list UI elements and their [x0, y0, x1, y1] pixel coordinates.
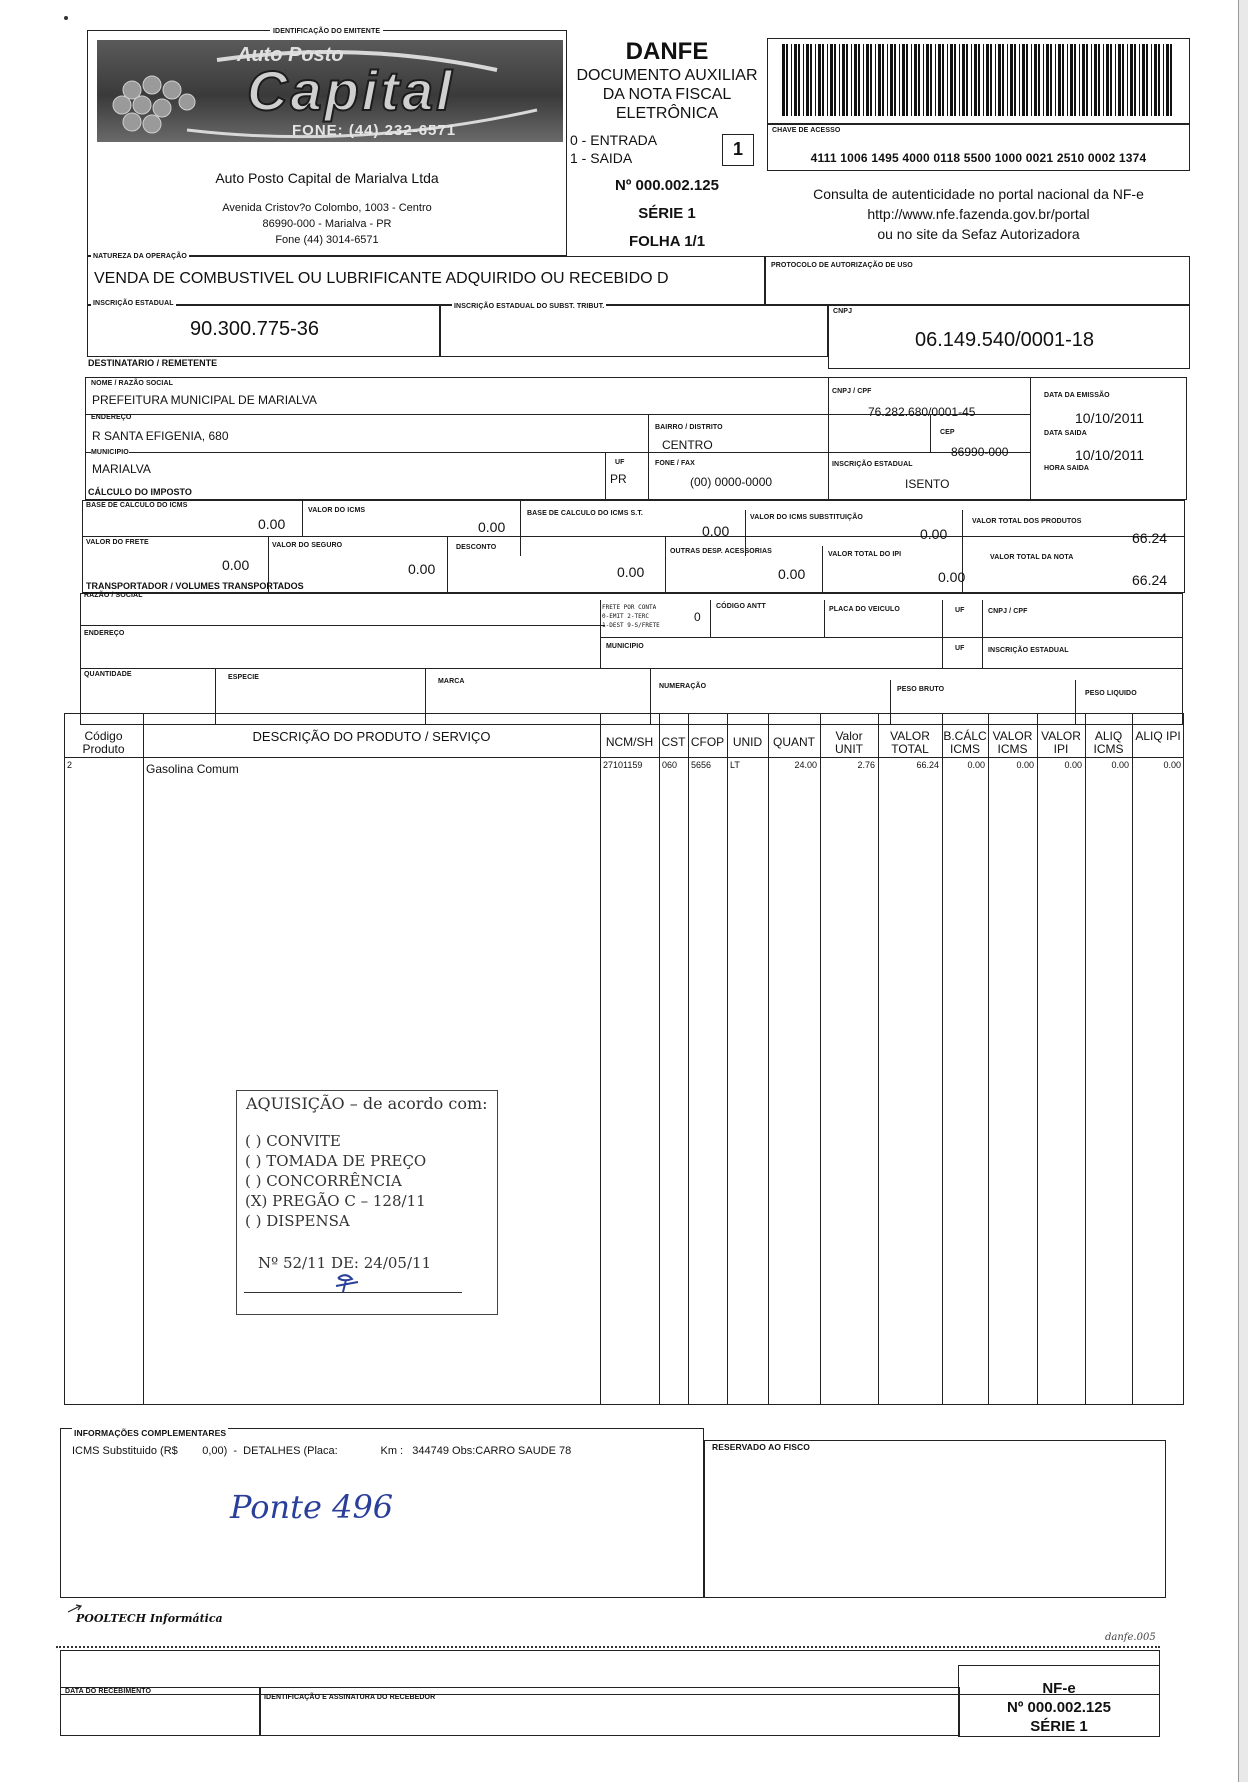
produtos-header-cell: NCM/SH	[605, 735, 654, 749]
v-nota-value: 66.24	[1132, 572, 1168, 588]
barcode-bar	[1151, 44, 1152, 116]
canhoto-nfe: NF-e	[1042, 1680, 1076, 1697]
dest-hora-label: HORA SAIDA	[1044, 465, 1090, 472]
barcode-bar	[954, 44, 956, 116]
ie-st-box	[440, 305, 828, 357]
cnpj-value: 06.149.540/0001-18	[915, 329, 1095, 351]
barcode-bar	[830, 44, 833, 116]
imposto-col-6	[447, 536, 448, 593]
produto-cell-vicms: 0.00	[1016, 760, 1034, 770]
produto-cell-vunit: 2.76	[857, 760, 875, 770]
barcode-bar	[1091, 44, 1092, 116]
transp-cnpj-label: CNPJ / CPF	[988, 608, 1028, 615]
barcode-bar	[791, 44, 792, 116]
transp-endereco-label: ENDEREÇO	[84, 630, 125, 637]
produto-cell-cfop: 5656	[691, 760, 712, 770]
page-right-edge	[1238, 0, 1248, 1782]
barcode-bar	[1019, 44, 1020, 116]
barcode-bar	[846, 44, 848, 116]
barcode-bar	[1094, 44, 1097, 116]
barcode-bar	[870, 44, 872, 116]
produtos-header-cell: DESCRIÇÃO DO PRODUTO / SERVIÇO	[252, 729, 491, 744]
fisco-label: RESERVADO AO FISCO	[712, 1442, 810, 1452]
danfe-ref: danfe.005	[1105, 1632, 1156, 1643]
barcode-bar	[798, 44, 800, 116]
barcode-bar	[1034, 44, 1037, 116]
dest-col-divider-date	[1030, 377, 1031, 500]
barcode-bar	[1098, 44, 1100, 116]
emitente-name: Auto Posto Capital de Marialva Ltda	[215, 170, 439, 186]
barcode-bar	[863, 44, 864, 116]
transp-row-2	[80, 668, 1183, 669]
cnpj-label: CNPJ	[833, 308, 853, 315]
emitente-address: Avenida Cristov?o Colombo, 1003 - Centro	[222, 202, 432, 214]
barcode-bar	[930, 44, 932, 116]
imposto-col-7	[665, 536, 666, 593]
transp-frete-l2: 0-EMIT 2-TERC	[602, 613, 649, 620]
ie-value: 90.300.775-36	[190, 318, 320, 340]
imposto-row-divider	[82, 536, 1185, 537]
desconto-label: DESCONTO	[456, 544, 497, 551]
produtos-header-cell: CFOP	[690, 735, 725, 749]
barcode-bar	[995, 44, 996, 116]
barcode-bar	[978, 44, 980, 116]
dest-municipio: MARIALVA	[92, 462, 151, 476]
barcode-bar	[1043, 44, 1044, 116]
produto-cell-descricao: Gasolina Comum	[146, 762, 239, 776]
v-icms-label: VALOR DO ICMS	[308, 507, 366, 514]
frete-label: VALOR DO FRETE	[86, 539, 149, 546]
natureza-label: NATUREZA DA OPERAÇÃO	[93, 253, 187, 260]
produtos-col-divider	[878, 713, 879, 1405]
danfe-subtitle-1: DOCUMENTO AUXILIAR	[576, 67, 758, 84]
stamp-option-pregao: (X) PREGÃO C – 128/11	[245, 1192, 426, 1210]
dest-cep-label: CEP	[940, 429, 955, 436]
transp-col-uf	[942, 600, 943, 668]
produtos-header-cell: QUANT	[773, 735, 815, 749]
emitente-section-label: IDENTIFICAÇÃO DO EMITENTE	[270, 28, 383, 36]
transp-peso-liquido-label: PESO LIQUIDO	[1085, 690, 1137, 697]
produtos-col-divider	[600, 713, 601, 1405]
barcode-bar	[1038, 44, 1040, 116]
produtos-col-divider	[688, 713, 689, 1405]
frete-value: 0.00	[222, 557, 250, 573]
transp-uf2-label: UF	[955, 645, 965, 652]
barcode-bar	[887, 44, 888, 116]
barcode-bar	[1002, 44, 1004, 116]
produto-cell-codigo: 2	[67, 760, 73, 770]
transp-especie-label: ESPECIE	[228, 674, 260, 681]
imposto-col-1	[302, 500, 303, 536]
dest-data-saida-label: DATA SAIDA	[1044, 430, 1087, 437]
chave-value: 4111 1006 1495 4000 0118 5500 1000 0021 2510 0002 1374	[810, 151, 1147, 165]
barcode-bar	[1062, 44, 1064, 116]
barcode-bar	[1142, 44, 1145, 116]
page-top-mark	[64, 16, 68, 20]
transp-col-cnpj	[982, 600, 983, 668]
produtos-col-divider	[768, 713, 769, 1405]
cut-line	[56, 1646, 1160, 1648]
barcode-bar	[983, 44, 984, 116]
dest-endereco: R SANTA EFIGENIA, 680	[92, 429, 229, 443]
barcode-bar	[854, 44, 857, 116]
barcode-bar	[786, 44, 788, 116]
logo-phone: FONE: (44) 232-6571	[292, 122, 457, 139]
barcode-bar	[1031, 44, 1032, 116]
produto-cell-aicms: 0.00	[1111, 760, 1129, 770]
barcode-bar	[866, 44, 869, 116]
barcode-bar	[962, 44, 965, 116]
dest-cnpj: 76.282.680/0001-45	[868, 405, 976, 419]
dest-data-saida: 10/10/2011	[1075, 447, 1145, 463]
barcode-bar	[822, 44, 824, 116]
bc-st-value: 0.00	[702, 523, 730, 539]
dest-ie: ISENTO	[905, 477, 950, 491]
barcode-bar	[1082, 44, 1085, 116]
stamp-option-convite: ( ) CONVITE	[245, 1132, 341, 1150]
barcode	[782, 44, 1177, 116]
dest-data-emissao: 10/10/2011	[1075, 410, 1145, 426]
software-arrow-icon	[66, 1602, 86, 1616]
ie-label: INSCRIÇÃO ESTADUAL	[93, 300, 174, 307]
transp-col-placa	[824, 600, 825, 637]
barcode-bar	[818, 44, 821, 116]
stamp-option-tomada: ( ) TOMADA DE PREÇO	[245, 1152, 427, 1170]
produtos-header-cell: ALIQ IPI	[1135, 729, 1181, 743]
produtos-col-divider	[820, 713, 821, 1405]
v-prod-label: VALOR TOTAL DOS PRODUTOS	[972, 518, 1082, 525]
canhoto-numero: Nº 000.002.125	[1007, 1699, 1111, 1716]
transp-frete-l3: 1-DEST 9-S/FRETE	[602, 622, 660, 629]
barcode-bar	[1170, 44, 1172, 116]
transp-placa-label: PLACA DO VEICULO	[829, 606, 900, 613]
barcode-bar	[950, 44, 953, 116]
produtos-header-cell: VALOR TOTAL	[890, 729, 930, 756]
barcode-bar	[815, 44, 816, 116]
produto-cell-ncm: 27101159	[603, 760, 643, 770]
barcode-bar	[1122, 44, 1124, 116]
handwritten-note: Ponte 496	[230, 1488, 394, 1526]
barcode-bar	[1134, 44, 1136, 116]
barcode-bar	[1010, 44, 1013, 116]
barcode-bar	[1050, 44, 1052, 116]
danfe-title: DANFE	[625, 38, 709, 65]
v-nota-label: VALOR TOTAL DA NOTA	[990, 554, 1074, 561]
barcode-bar	[794, 44, 797, 116]
barcode-bar	[906, 44, 908, 116]
barcode-bar	[942, 44, 944, 116]
seguro-label: VALOR DO SEGURO	[272, 542, 343, 549]
dest-data-emissao-label: DATA DA EMISSÃO	[1044, 392, 1110, 399]
barcode-bar	[926, 44, 929, 116]
natureza-value: VENDA DE COMBUSTIVEL OU LUBRIFICANTE ADQUIRIDO OU RECEBIDO D	[94, 270, 669, 287]
dest-col-divider-cnpj	[828, 377, 829, 500]
produto-cell-vipi: 0.00	[1064, 760, 1082, 770]
dest-row-divider-2	[85, 452, 1030, 453]
transp-qtd-label: QUANTIDADE	[84, 671, 132, 678]
danfe-numero: Nº 000.002.125	[615, 177, 719, 194]
imposto-col-8	[822, 546, 823, 593]
produtos-header-cell: UNID	[732, 735, 763, 749]
ie-st-label: INSCRIÇÃO ESTADUAL DO SUBST. TRIBUT.	[454, 303, 605, 310]
produtos-header-cell: Código Produto	[82, 729, 125, 756]
danfe-folha: FOLHA 1/1	[628, 233, 706, 250]
dest-fone-label: FONE / FAX	[655, 460, 695, 467]
barcode-bar	[899, 44, 900, 116]
barcode-bar	[990, 44, 992, 116]
logo-word: Capital	[247, 59, 455, 122]
barcode-bar	[1026, 44, 1028, 116]
barcode-bar	[806, 44, 809, 116]
barcode-bar	[1115, 44, 1116, 116]
barcode-bar	[858, 44, 860, 116]
danfe-subtitle-2: DA NOTA FISCAL	[602, 86, 732, 103]
transp-col-antt	[710, 600, 711, 637]
produtos-header-cell: CST	[661, 735, 686, 749]
dest-bairro: CENTRO	[662, 438, 713, 452]
barcode-bar	[875, 44, 876, 116]
dest-nome-label: NOME / RAZÃO SOCIAL	[91, 380, 174, 387]
barcode-bar	[1139, 44, 1140, 116]
ipi-label: VALOR TOTAL DO IPI	[828, 551, 902, 558]
produtos-col-divider	[942, 713, 943, 1405]
produtos-header-cell: Valor UNIT	[835, 729, 863, 756]
barcode-bar	[1074, 44, 1076, 116]
stamp-option-dispensa: ( ) DISPENSA	[245, 1212, 350, 1230]
barcode-bar	[998, 44, 1001, 116]
dest-municipio-label: MUNICIPIO	[91, 449, 129, 456]
barcode-bar	[1007, 44, 1008, 116]
v-st-value: 0.00	[920, 526, 948, 542]
destinatario-section: DESTINATARIO / REMETENTE	[88, 358, 218, 368]
barcode-bar	[1070, 44, 1073, 116]
recebimento-label: DATA DO RECEBIMENTO	[65, 1688, 152, 1695]
stamp-numero: Nº 52/11 DE: 24/05/11	[258, 1254, 432, 1272]
ipi-value: 0.00	[938, 569, 966, 585]
transp-antt-label: CÓDIGO ANTT	[716, 603, 766, 610]
produtos-header-cell: B.CÁLC ICMS	[943, 729, 987, 756]
barcode-bar	[1022, 44, 1025, 116]
produto-cell-vtotal: 66.24	[916, 760, 939, 770]
transp-marca-label: MARCA	[438, 678, 465, 685]
transportador-section: TRANSPORTADOR / VOLUMES TRANSPORTADOS	[86, 581, 304, 591]
dest-uf: PR	[610, 472, 627, 486]
barcode-bar	[947, 44, 948, 116]
barcode-bar	[974, 44, 977, 116]
imposto-section: CÁLCULO DO IMPOSTO	[88, 487, 192, 497]
danfe-subtitle-3: ELETRÔNICA	[615, 105, 719, 122]
produto-cell-quant: 24.00	[794, 760, 817, 770]
dest-fone: (00) 0000-0000	[690, 475, 773, 489]
complementares-label: INFORMAÇÕES COMPLEMENTARES	[74, 1428, 227, 1438]
chave-label: CHAVE DE ACESSO	[772, 127, 841, 134]
transp-frete-value: 0	[694, 610, 701, 624]
barcode-bar	[902, 44, 905, 116]
transp-municipio-label: MUNICIPIO	[606, 643, 644, 650]
barcode-bar	[1146, 44, 1148, 116]
transp-row-3	[600, 637, 1183, 638]
barcode-bar	[842, 44, 845, 116]
dest-col-divider-uf	[605, 452, 606, 500]
produtos-col-divider	[1132, 713, 1133, 1405]
produtos-col-divider	[727, 713, 728, 1405]
transp-ie-label: INSCRIÇÃO ESTADUAL	[988, 647, 1069, 654]
canhoto-serie: SÉRIE 1	[1030, 1718, 1088, 1735]
barcode-bar	[810, 44, 812, 116]
barcode-bar	[1103, 44, 1104, 116]
barcode-bar	[1014, 44, 1016, 116]
danfe-serie: SÉRIE 1	[638, 205, 696, 222]
produto-cell-aipi: 0.00	[1163, 760, 1181, 770]
transp-uf-label: UF	[955, 607, 965, 614]
transp-row-1	[80, 625, 605, 626]
company-logo	[97, 40, 563, 142]
produto-cell-bc: 0.00	[967, 760, 985, 770]
logo-top-text: Auto Posto	[237, 44, 344, 66]
produtos-table	[64, 713, 1184, 1405]
complementares-line: ICMS Substituido (R$ 0,00) - DETALHES (Placa: Km : 344749 Obs:CARRO SAUDE 78	[72, 1445, 572, 1457]
produtos-col-divider	[143, 713, 144, 1405]
v-st-label: VALOR DO ICMS SUBSTITUIÇÃO	[750, 514, 863, 521]
produtos-header-divider	[64, 757, 1184, 758]
imposto-col-2	[520, 500, 521, 556]
outras-label: OUTRAS DESP. ACESSORIAS	[670, 548, 772, 555]
produto-cell-unid: LT	[730, 760, 740, 770]
barcode-bar	[882, 44, 884, 116]
barcode-bar	[803, 44, 804, 116]
transp-razao-label: RAZÃO / SOCIAL	[84, 592, 143, 599]
produtos-header-cell: ALIQ ICMS	[1093, 729, 1124, 756]
barcode-bar	[1110, 44, 1112, 116]
barcode-bar	[1166, 44, 1169, 116]
barcode-bar	[878, 44, 881, 116]
entrada-label: 0 - ENTRADA	[570, 132, 658, 148]
consulta-line-1: Consulta de autenticidade no portal nacional da NF-e	[813, 186, 1144, 202]
barcode-bar	[1067, 44, 1068, 116]
dest-col-divider-bairro	[648, 414, 649, 500]
transp-col-frete	[600, 600, 601, 668]
stamp-title: AQUISIÇÃO – de acordo com:	[246, 1094, 488, 1113]
bc-icms-value: 0.00	[258, 516, 286, 532]
barcode-bar	[966, 44, 968, 116]
produtos-header-cell: VALOR IPI	[1041, 729, 1081, 756]
software-brand: POOLTECH Informática	[76, 1612, 223, 1625]
barcode-bar	[894, 44, 896, 116]
barcode-bar	[890, 44, 893, 116]
barcode-bar	[827, 44, 828, 116]
emitente-cep-city: 86990-000 - Marialva - PR	[262, 218, 392, 230]
barcode-bar	[1046, 44, 1049, 116]
consulta-line-3: ou no site da Sefaz Autorizadora	[877, 226, 1080, 242]
saida-label: 1 - SAIDA	[570, 150, 633, 166]
produtos-header-cell: VALOR ICMS	[992, 729, 1033, 756]
dest-ie-label: INSCRIÇÃO ESTADUAL	[832, 461, 913, 468]
produtos-col-divider	[1037, 713, 1038, 1405]
assinatura-label: IDENTIFICAÇÃO E ASSINATURA DO RECEBEDOR	[264, 1694, 436, 1701]
outras-value: 0.00	[778, 566, 806, 582]
v-icms-value: 0.00	[478, 519, 506, 535]
dest-cep: 86990-000	[951, 445, 1009, 459]
transp-peso-bruto-label: PESO BRUTO	[897, 686, 945, 693]
barcode-bar	[1058, 44, 1061, 116]
barcode-bar	[1079, 44, 1080, 116]
barcode-bar	[935, 44, 936, 116]
emitente-phone: Fone (44) 3014-6571	[275, 234, 379, 246]
dest-bairro-label: BAIRRO / DISTRITO	[655, 424, 723, 431]
barcode-bar	[914, 44, 917, 116]
transp-frete-l1: FRETE POR CONTA	[602, 604, 657, 611]
bc-icms-label: BASE DE CALCULO DO ICMS	[86, 502, 188, 509]
fisco-box	[704, 1440, 1166, 1598]
produtos-col-divider	[1085, 713, 1086, 1405]
dest-endereco-label: ENDEREÇO	[91, 414, 132, 421]
barcode-bar	[1106, 44, 1109, 116]
produtos-col-divider	[659, 713, 660, 1405]
barcode-bar	[1118, 44, 1121, 116]
produto-cell-cst: 060	[662, 760, 678, 770]
protocolo-label: PROTOCOLO DE AUTORIZAÇÃO DE USO	[771, 262, 913, 269]
barcode-bar	[959, 44, 960, 116]
barcode-bar	[1127, 44, 1128, 116]
transp-numeracao-label: NUMERAÇÃO	[659, 683, 707, 690]
barcode-bar	[1158, 44, 1160, 116]
barcode-bar	[782, 44, 785, 116]
barcode-bar	[1055, 44, 1056, 116]
barcode-bar	[923, 44, 924, 116]
stamp-option-concorrencia: ( ) CONCORRÊNCIA	[245, 1172, 402, 1190]
barcode-bar	[834, 44, 836, 116]
dest-nome: PREFEITURA MUNICIPAL DE MARIALVA	[92, 393, 317, 407]
seguro-value: 0.00	[408, 561, 436, 577]
barcode-bar	[1154, 44, 1157, 116]
stamp-initial-mark	[332, 1270, 362, 1294]
produtos-col-divider	[988, 713, 989, 1405]
barcode-bar	[1130, 44, 1133, 116]
dest-col-divider-cep	[930, 414, 931, 452]
desconto-value: 0.00	[617, 564, 645, 580]
dest-cnpj-label: CNPJ / CPF	[832, 388, 872, 395]
consulta-line-2: http://www.nfe.fazenda.gov.br/portal	[867, 206, 1090, 222]
bc-st-label: BASE DE CALCULO DO ICMS S.T.	[527, 510, 643, 517]
barcode-bar	[986, 44, 989, 116]
barcode-bar	[839, 44, 840, 116]
barcode-bar	[851, 44, 852, 116]
v-prod-value: 66.24	[1132, 530, 1168, 546]
barcode-bar	[971, 44, 972, 116]
barcode-bar	[938, 44, 941, 116]
barcode-bar	[918, 44, 920, 116]
barcode-bar	[1086, 44, 1088, 116]
barcode-bar	[911, 44, 912, 116]
barcode-bar	[1163, 44, 1164, 116]
dest-uf-label: UF	[615, 459, 625, 466]
tipo-value: 1	[732, 139, 743, 159]
